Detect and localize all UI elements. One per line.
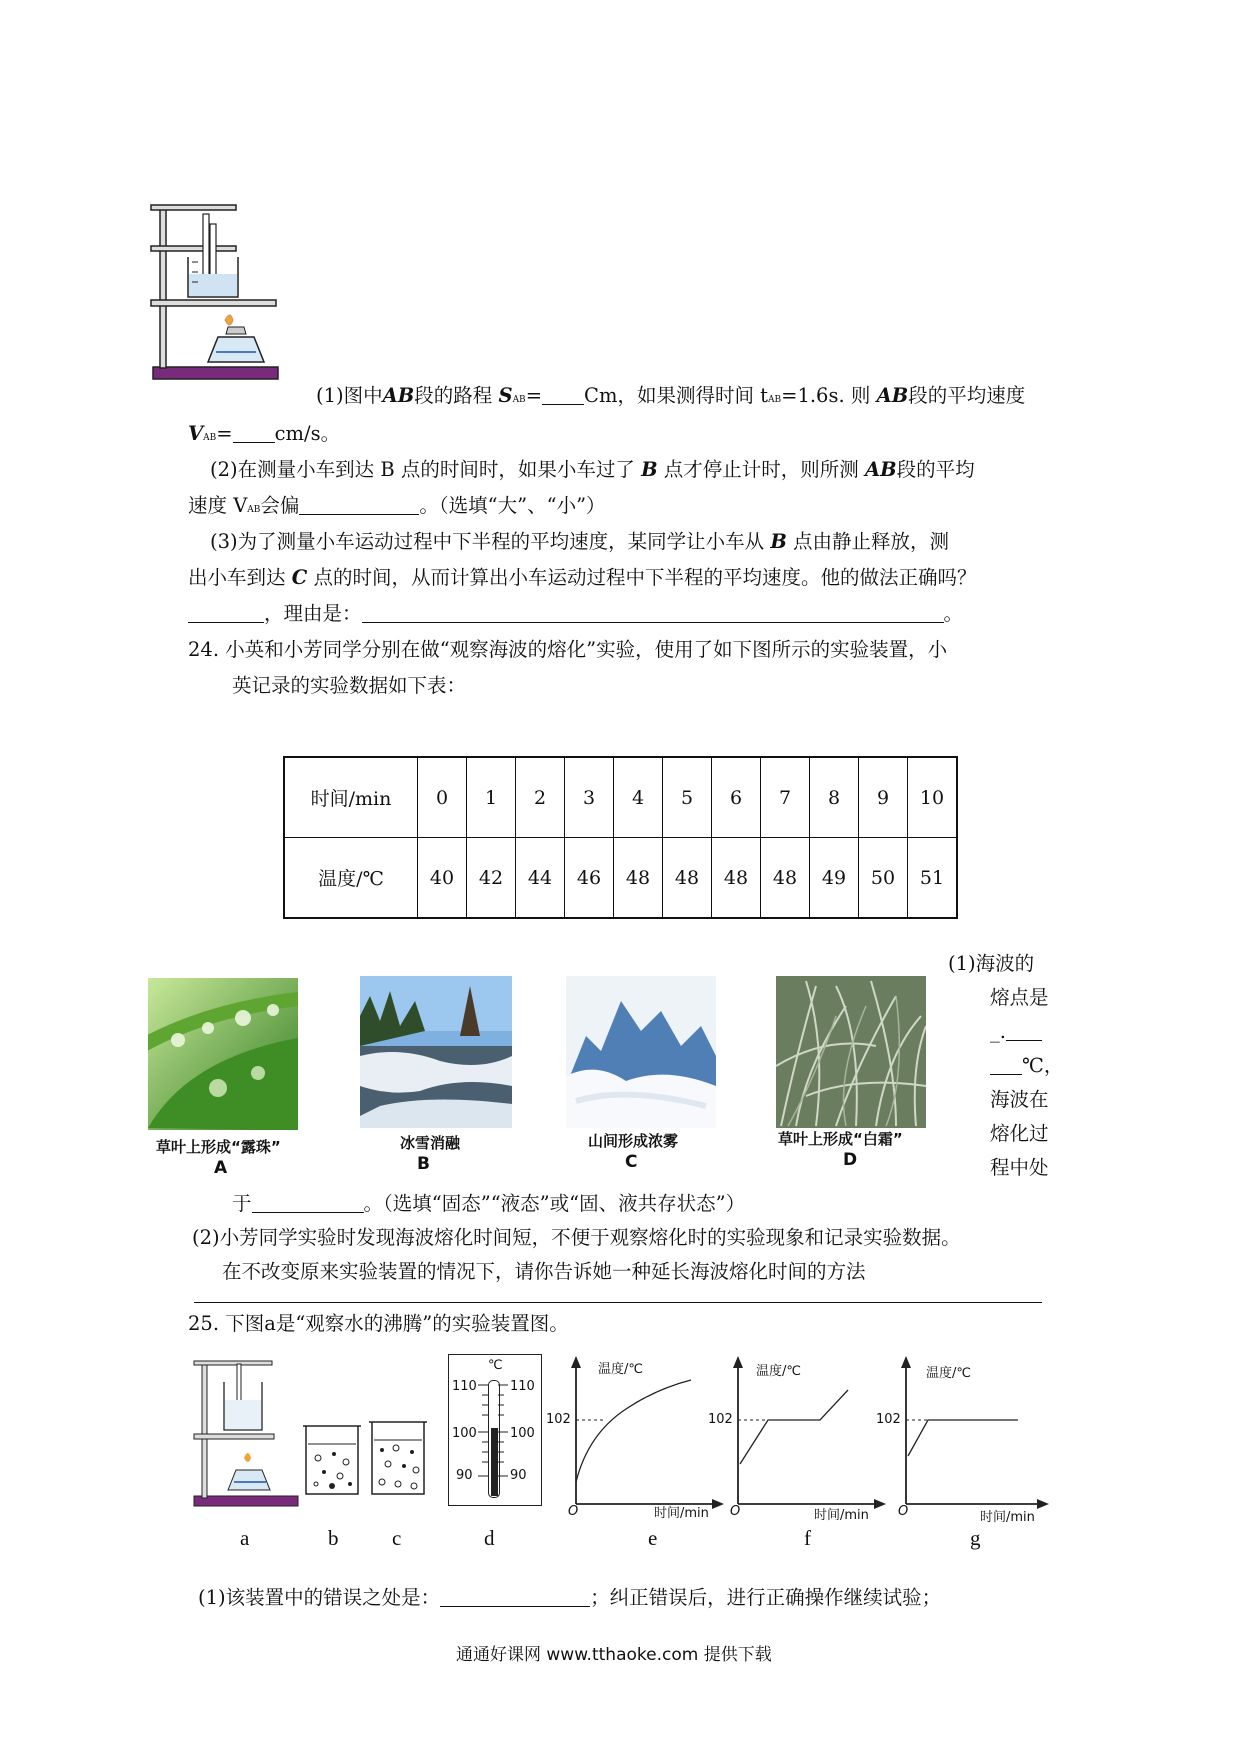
figure-label-a: a xyxy=(240,1526,250,1550)
photo-dew-on-leaf xyxy=(148,978,298,1130)
figure-c-beaker xyxy=(368,1418,428,1498)
side-line-6: 熔化过 xyxy=(990,1122,1049,1145)
graph-g-y102: 102 xyxy=(876,1412,901,1427)
time-row: 时间/min 0 1 2 3 4 5 6 7 8 9 10 xyxy=(284,757,957,838)
q24-q2-line2: 在不改变原来实验装置的情况下，请你告诉她一种延长海波熔化时间的方法 xyxy=(222,1260,866,1283)
temp-row: 温度/℃ 40 42 44 46 48 48 48 48 49 50 51 xyxy=(284,838,957,919)
thermo-tick-90-right: 90 xyxy=(510,1468,527,1483)
q23-part3-line3: ，理由是： 。 xyxy=(188,602,963,626)
q24-q1-end: 于 。（选填“固态”“液态”或“固、液共存状态”） xyxy=(232,1192,746,1215)
figure-g-graph xyxy=(896,1354,1056,1514)
graph-f-ylabel: 温度/℃ xyxy=(756,1364,801,1379)
answer-line-method[interactable] xyxy=(194,1302,1042,1303)
photo-c-letter: C xyxy=(625,1152,638,1172)
graph-e-xlabel: 时间/min xyxy=(654,1506,709,1521)
melting-data-table xyxy=(283,756,958,919)
thermo-tick-110-left: 110 xyxy=(452,1379,477,1394)
q25-line1: 25. 下图a是“观察水的沸腾”的实验装置图。 xyxy=(188,1312,569,1335)
figure-label-d: d xyxy=(484,1526,495,1550)
graph-f-xlabel: 时间/min xyxy=(814,1508,869,1523)
photo-frost-on-grass xyxy=(776,976,926,1128)
photo-fog-mountain xyxy=(566,976,716,1128)
side-line-2: 熔点是 xyxy=(990,986,1049,1009)
q23-part1-line2: VAB= cm/s。 xyxy=(188,422,341,445)
side-line-3: _. xyxy=(990,1020,1042,1044)
photo-b-caption: 冰雪消融 xyxy=(400,1134,461,1152)
figure-e-graph xyxy=(566,1354,726,1514)
figure-b-beaker xyxy=(302,1422,362,1498)
photo-d-letter: D xyxy=(843,1150,858,1170)
figure-label-c: c xyxy=(392,1526,402,1550)
photo-b-letter: B xyxy=(417,1154,430,1174)
figure-a-apparatus xyxy=(192,1358,302,1508)
blank-melting-point-b[interactable] xyxy=(990,1056,1022,1075)
apparatus-figure-top xyxy=(148,202,283,382)
time-header: 时间/min xyxy=(284,757,418,838)
figure-label-e: e xyxy=(648,1526,658,1550)
figure-f-graph xyxy=(728,1354,888,1514)
q23-part1-line1: (1)图中AB段的路程 SAB= Cm，如果测得时间 tAB=1.6s. 则 AB段的平均速度 xyxy=(316,384,1026,407)
blank-bias[interactable] xyxy=(299,496,419,515)
blank-correct[interactable] xyxy=(188,604,264,623)
graph-g-ylabel: 温度/℃ xyxy=(926,1366,971,1381)
graph-e-origin: O xyxy=(568,1504,579,1519)
blank-melting-point-a[interactable] xyxy=(1006,1022,1042,1041)
photo-d-caption: 草叶上形成“白霜” xyxy=(778,1130,903,1148)
q24-line1: 24. 小英和小芳同学分别在做“观察海波的熔化”实验，使用了如下图所示的实验装置，小 xyxy=(188,638,948,661)
graph-e-y102: 102 xyxy=(546,1412,571,1427)
figure-label-f: f xyxy=(804,1526,811,1550)
blank-speed[interactable] xyxy=(233,424,275,443)
q25-q1: (1)该装置中的错误之处是： ；纠正错误后，进行正确操作继续试验； xyxy=(198,1586,942,1609)
temp-header: 温度/℃ xyxy=(284,838,418,919)
blank-state[interactable] xyxy=(252,1194,364,1213)
thermo-tick-90-left: 90 xyxy=(456,1468,473,1483)
graph-g-xlabel: 时间/min xyxy=(980,1510,1035,1525)
photo-c-caption: 山间形成浓雾 xyxy=(588,1132,679,1150)
blank-distance[interactable] xyxy=(542,386,584,405)
q23-part2-line1: (2)在测量小车到达 B 点的时间时，如果小车过了 B 点才停止计时，则所测 AB段的平均 xyxy=(210,458,975,481)
thermo-tick-100-left: 100 xyxy=(452,1426,477,1441)
q24-q2-line1: (2)小芳同学实验时发现海波熔化时间短，不便于观察熔化时的实验现象和记录实验数据。 xyxy=(192,1226,961,1249)
photo-a-letter: A xyxy=(214,1158,228,1178)
side-line-1: (1)海波的 xyxy=(948,952,1035,975)
graph-e-ylabel: 温度/℃ xyxy=(598,1362,643,1377)
graph-g-origin: O xyxy=(898,1504,909,1519)
thermometer-scale-marks xyxy=(470,1380,516,1490)
thermometer-unit: ℃ xyxy=(488,1358,503,1373)
figure-label-g: g xyxy=(970,1526,981,1550)
q23-part2-line2: 速度 VAB会偏 。（选填“大”、“小”） xyxy=(188,494,606,517)
thermo-tick-100-right: 100 xyxy=(510,1426,535,1441)
blank-reason[interactable] xyxy=(362,604,944,623)
page-footer: 通通好课网 www.tthaoke.com 提供下载 xyxy=(456,1645,772,1665)
q23-part3-line2: 出小车到达 C 点的时间，从而计算出小车运动过程中下半程的平均速度。他的做法正确吗？ xyxy=(188,566,977,589)
graph-f-origin: O xyxy=(730,1504,741,1519)
photo-snow-melting xyxy=(360,976,512,1128)
photo-a-caption: 草叶上形成“露珠” xyxy=(156,1138,281,1156)
side-line-7: 程中处 xyxy=(990,1156,1049,1179)
q23-part3-line1: (3)为了测量小车运动过程中下半程的平均速度，某同学让小车从 B 点由静止释放，测 xyxy=(210,530,950,553)
figure-label-b: b xyxy=(328,1526,339,1550)
thermo-tick-110-right: 110 xyxy=(510,1379,535,1394)
blank-error[interactable] xyxy=(440,1588,590,1607)
side-line-4: ℃， xyxy=(990,1054,1063,1078)
side-line-5: 海波在 xyxy=(990,1088,1049,1111)
q24-line2: 英记录的实验数据如下表： xyxy=(232,674,467,697)
graph-f-y102: 102 xyxy=(708,1412,733,1427)
